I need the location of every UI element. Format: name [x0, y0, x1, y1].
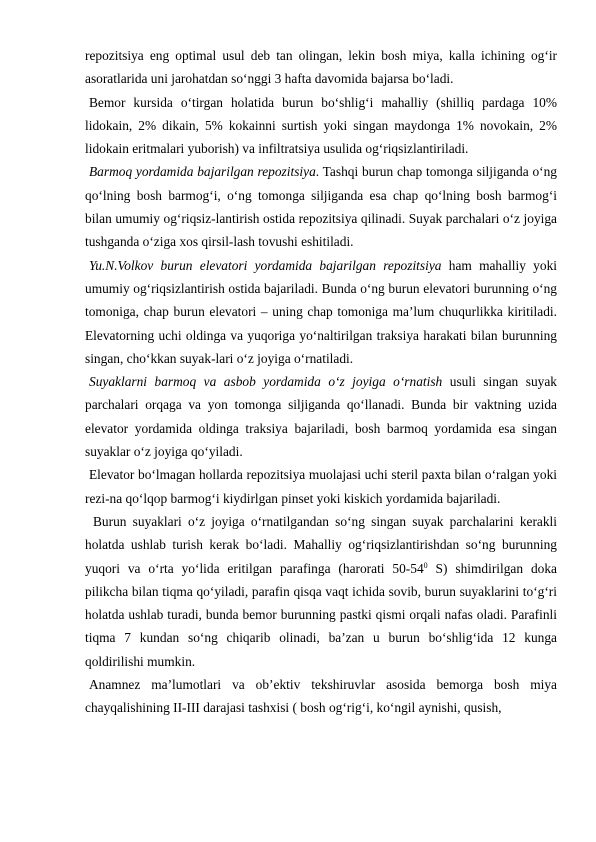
paragraph-8 [85, 673, 557, 720]
paragraph-8-text: Anamnez ma’lumotlari va ob’ektiv tekshiruvlar asosida bemorga bosh miya chayqalishining II-III darajasi tashxisi ( bosh og‘rig‘i, ko‘ngil aynishi, qusish, [85, 677, 557, 716]
paragraph-3-lead: Barmoq yordamida bajarilgan repozitsiya [89, 164, 316, 180]
paragraph-5-lead: Suyaklarni barmoq va asbob yordamida o‘z joyiga o‘rnatish [89, 374, 443, 390]
paragraph-3 [85, 160, 557, 253]
paragraph-6-text: Elevator bo‘lmagan hollarda repozitsiya muolajasi uchi steril paxta bilan o‘ralgan yoki rezi-na qo‘lqop barmog‘i kiydirlgan pinset yoki kiskich yordamida bajariladi. [85, 467, 557, 506]
paragraph-2-text: Bemor kursida o‘tirgan holatida burun bo‘shlig‘i mahalliy (shilliq pardaga 10% lidokain, 2% dikain, 5% kokainni surtish yoki singan maydonga 1% novokain, 2% lidokain eritmalari yuborish) va infiltratsiya usulida og‘riqsizlantiriladi. [85, 94, 557, 157]
paragraph-7-text-after: S) shimdirilgan doka pilikcha bilan tiqma qo‘yiladi, parafin qisqa vaqt ichida sovib, burun suyaklarini to‘g‘ri holatda ushlab turadi, bunda bemor burunning pastki qismi orqali nafas oladi. Parafinli tiqma 7 kundan so‘ng chiqarib olinadi, ba’zan u burun bo‘shlig‘ida 12 kunga qoldirilishi mumkin. [85, 560, 558, 669]
paragraph-2 [85, 91, 557, 161]
paragraph-7-text-before: Burun suyaklari o‘z joyiga o‘rnatilgandan so‘ng singan suyak parchalarini kerakli holatda ushlab turish kerak bo‘ladi. Mahalliy og‘riqsizlantirishdan so‘ng burunning yuqori va o‘rta yo‘lida eritilgan parafinga (harorati 50-54 [85, 513, 557, 576]
degree-superscript: 0 [423, 560, 428, 570]
paragraph-4-text: ham mahalliy yoki umumiy og‘riqsizlantirish ostida bajariladi. Bunda o‘ng burun elevatori burunning o‘ng tomoniga, chap burun elevatori – uning chap tomoniga ma’lum chuqurlikka kiritiladi. Elevatorning uchi oldinga va yuqoriga yo‘naltirilgan traksiya harakati bilan burunning singan, cho‘kkan suyak-lari o‘z joyiga o‘rnatiladi. [85, 257, 557, 366]
paragraph-1-text: repozitsiya eng optimal usul deb tan olingan, lekin bosh miya, kalla ichining og‘ir asoratlarida uni jarohatdan so‘nggi 3 hafta davomida bajarsa bo‘ladi. [85, 48, 557, 87]
paragraph-7 [85, 510, 557, 673]
paragraph-5-text: usuli singan suyak parchalari orqaga va yon tomonga siljiganda qo‘llanadi. Bunda bir vaktning uzida elevator yordamida oldinga traksiya bajariladi, bosh barmoq yordamida esa singan suyaklar o‘z joyiga qo‘yiladi. [85, 374, 557, 460]
paragraph-4 [85, 254, 557, 370]
paragraph-4-lead: Yu.N.Volkov burun elevatori yordamida bajarilgan repozitsiya [89, 257, 442, 273]
paragraph-3-text: . Tashqi burun chap tomonga siljiganda o‘ng qo‘lning bosh barmog‘i, o‘ng tomonga siljiganda esa chap qo‘lning bosh barmog‘i bilan umumiy og‘riqsiz-lantirish ostida repozitsiya qilinadi. Suyak parchalari o‘z joyiga tushganda o‘ziga xos qirsil-lash tovushi eshitiladi. [85, 164, 557, 250]
paragraph-6 [85, 463, 557, 510]
document-page [85, 44, 557, 720]
paragraph-1 [85, 44, 557, 91]
paragraph-5 [85, 370, 557, 463]
